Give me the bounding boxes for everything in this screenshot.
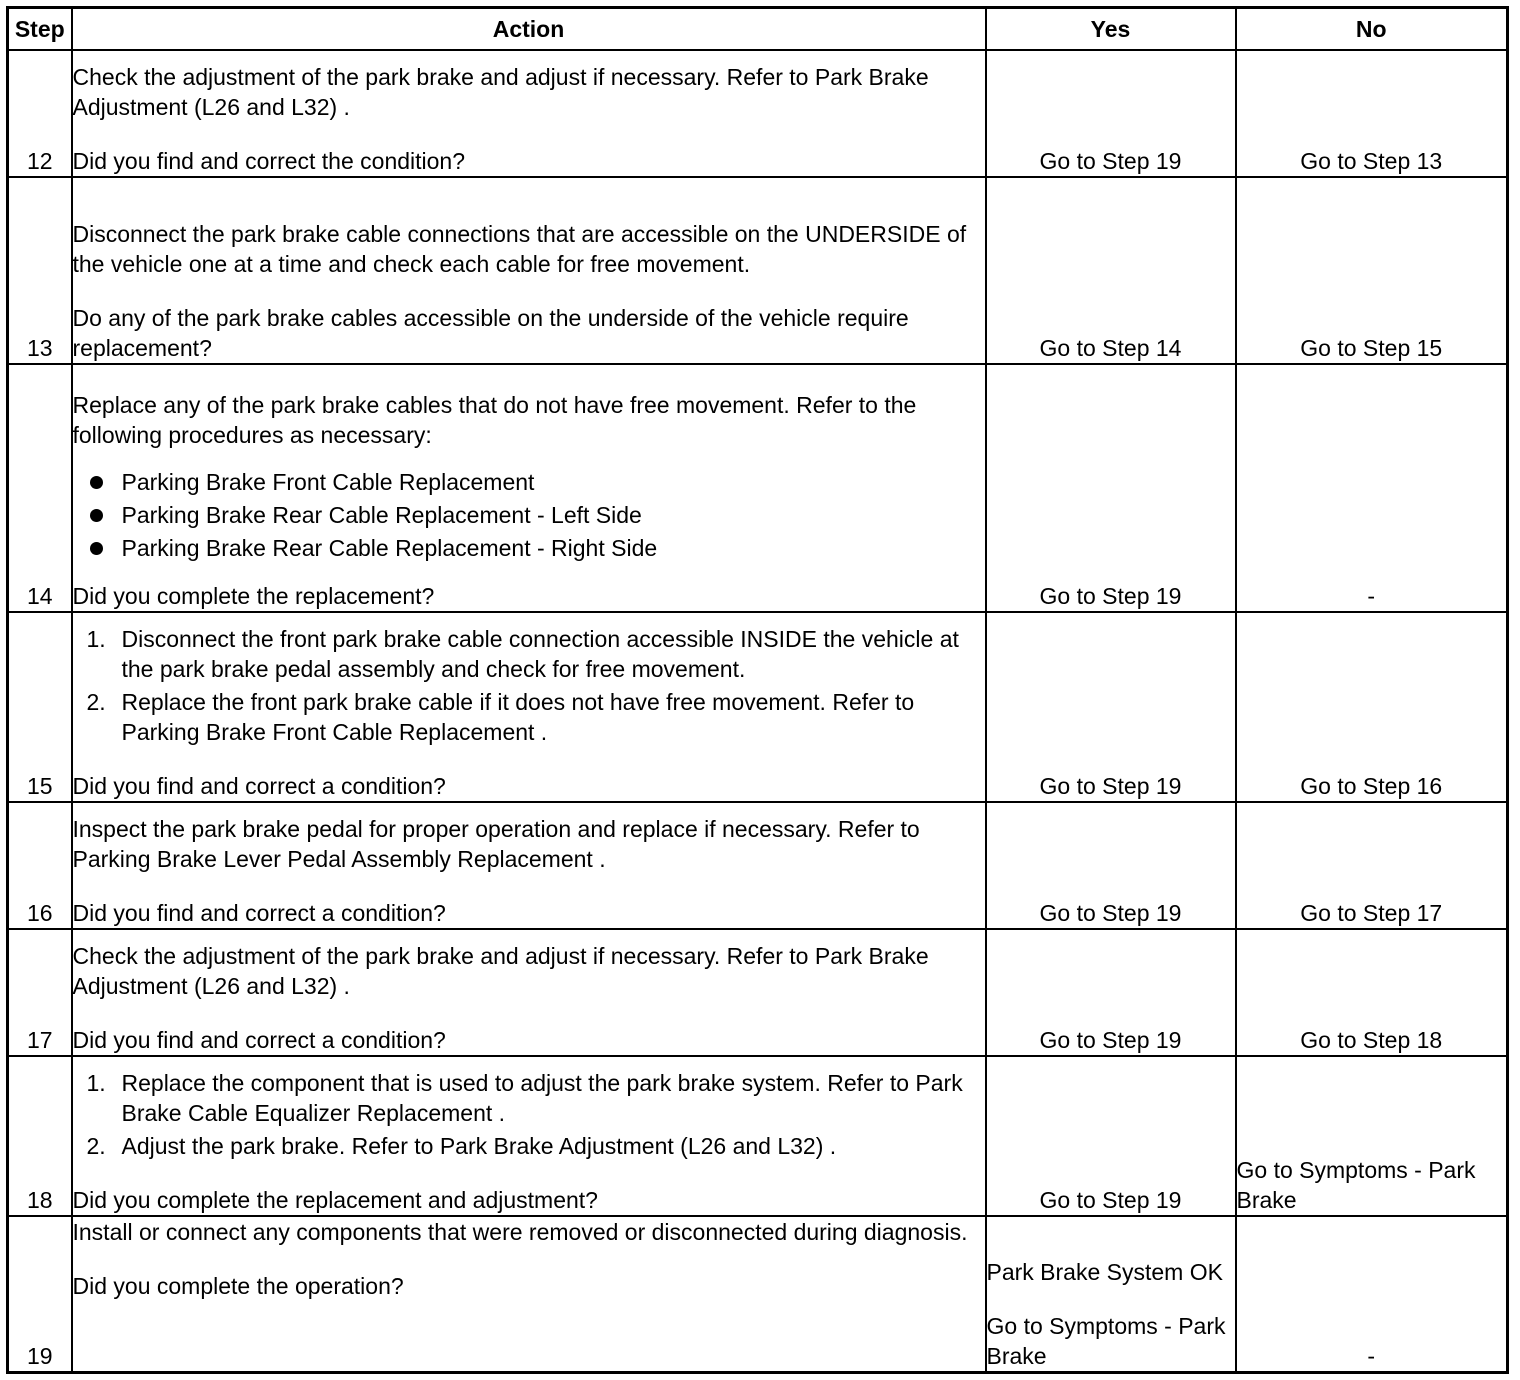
step-number: 16 xyxy=(8,802,72,929)
list-item: Parking Brake Rear Cable Replacement - Right Side xyxy=(73,532,985,565)
table-row xyxy=(8,1056,1508,1216)
bullet-icon xyxy=(90,542,103,555)
yes-cell: Go to Step 14 xyxy=(986,177,1236,364)
action-cell xyxy=(72,177,986,364)
list-item: 1. Replace the component that is used to adjust the park brake system. Refer to Park Brake Cable Equalizer Replacement . xyxy=(86,1070,963,1127)
table-row xyxy=(8,364,1508,612)
table-row xyxy=(8,612,1508,802)
header-step: Step xyxy=(8,8,72,51)
no-cell: Go to Step 16 xyxy=(1236,612,1508,802)
action-cell xyxy=(72,929,986,1056)
bullet-icon xyxy=(90,509,103,522)
action-text: Check the adjustment of the park brake and adjust if necessary. Refer to Park Brake Adjustment (L26 and L32) . xyxy=(72,943,929,1000)
procedure-list xyxy=(73,466,985,565)
numbered-list xyxy=(73,624,985,747)
question-text: Did you complete the replacement and adjustment? xyxy=(72,1187,598,1214)
header-no: No xyxy=(1236,8,1508,51)
list-item: 1. Disconnect the front park brake cable connection accessible INSIDE the vehicle at the park brake pedal assembly and check for free movement. xyxy=(86,626,959,683)
step-number: 15 xyxy=(8,612,72,802)
header-yes: Yes xyxy=(986,8,1236,51)
step-number: 13 xyxy=(8,177,72,364)
list-item: Parking Brake Front Cable Replacement xyxy=(73,466,985,499)
action-text: Check the adjustment of the park brake and adjust if necessary. Refer to Park Brake Adjustment (L26 and L32) . xyxy=(72,64,929,121)
action-text: Disconnect the park brake cable connections that are accessible on the UNDERSIDE of the vehicle one at a time and check each cable for free movement. xyxy=(72,221,967,278)
question-text: Did you find and correct a condition? xyxy=(72,900,446,927)
no-cell: - xyxy=(1236,1216,1508,1372)
no-cell: Go to Step 13 xyxy=(1236,50,1508,177)
header-action: Action xyxy=(72,8,986,51)
table-row xyxy=(8,929,1508,1056)
yes-cell: Go to Step 19 xyxy=(986,1056,1236,1216)
action-text: Replace any of the park brake cables that do not have free movement. Refer to the following procedures as necessary: xyxy=(72,392,917,449)
yes-cell: Go to Step 19 xyxy=(986,802,1236,929)
no-cell: Go to Symptoms - Park Brake xyxy=(1236,1056,1508,1216)
yes-text: Park Brake System OK xyxy=(986,1259,1223,1285)
question-text: Did you find and correct a condition? xyxy=(72,773,446,800)
numbered-list xyxy=(73,1068,985,1161)
diagnostic-table xyxy=(6,6,1509,1374)
step-number: 14 xyxy=(8,364,72,612)
question-text: Did you complete the replacement? xyxy=(72,583,435,610)
action-cell xyxy=(72,1216,986,1372)
no-cell: - xyxy=(1236,364,1508,612)
question-text: Did you find and correct a condition? xyxy=(72,1027,446,1054)
table-row xyxy=(8,50,1508,177)
yes-cell xyxy=(986,1216,1236,1372)
yes-cell: Go to Step 19 xyxy=(986,612,1236,802)
question-text: Do any of the park brake cables accessible on the underside of the vehicle require replacement? xyxy=(72,305,909,362)
action-cell xyxy=(72,1056,986,1216)
table-row xyxy=(8,177,1508,364)
yes-cell: Go to Step 19 xyxy=(986,364,1236,612)
list-item: 2. Replace the front park brake cable if it does not have free movement. Refer to Parking Brake Front Cable Replacement . xyxy=(86,689,915,746)
question-text: Did you find and correct the condition? xyxy=(72,148,466,175)
table-row xyxy=(8,802,1508,929)
step-number: 18 xyxy=(8,1056,72,1216)
step-number: 19 xyxy=(8,1216,72,1372)
step-number: 17 xyxy=(8,929,72,1056)
action-cell xyxy=(72,364,986,612)
table-row xyxy=(8,1216,1508,1372)
yes-cell: Go to Step 19 xyxy=(986,50,1236,177)
action-cell xyxy=(72,802,986,929)
no-cell: Go to Step 18 xyxy=(1236,929,1508,1056)
action-text: Install or connect any components that were removed or disconnected during diagnosis. xyxy=(72,1219,968,1246)
action-cell xyxy=(72,612,986,802)
step-number: 12 xyxy=(8,50,72,177)
yes-text-alt: Go to Symptoms - Park Brake xyxy=(986,1313,1226,1369)
no-cell: Go to Step 17 xyxy=(1236,802,1508,929)
header-row xyxy=(8,8,1508,51)
list-item: 2. Adjust the park brake. Refer to Park Brake Adjustment (L26 and L32) . xyxy=(86,1133,837,1160)
action-text: Inspect the park brake pedal for proper operation and replace if necessary. Refer to Parking Brake Lever Pedal Assembly Replacement . xyxy=(72,816,920,873)
no-cell: Go to Step 15 xyxy=(1236,177,1508,364)
list-item: Parking Brake Rear Cable Replacement - Left Side xyxy=(73,499,985,532)
yes-cell: Go to Step 19 xyxy=(986,929,1236,1056)
bullet-icon xyxy=(90,476,103,489)
question-text: Did you complete the operation? xyxy=(72,1273,404,1300)
action-cell xyxy=(72,50,986,177)
